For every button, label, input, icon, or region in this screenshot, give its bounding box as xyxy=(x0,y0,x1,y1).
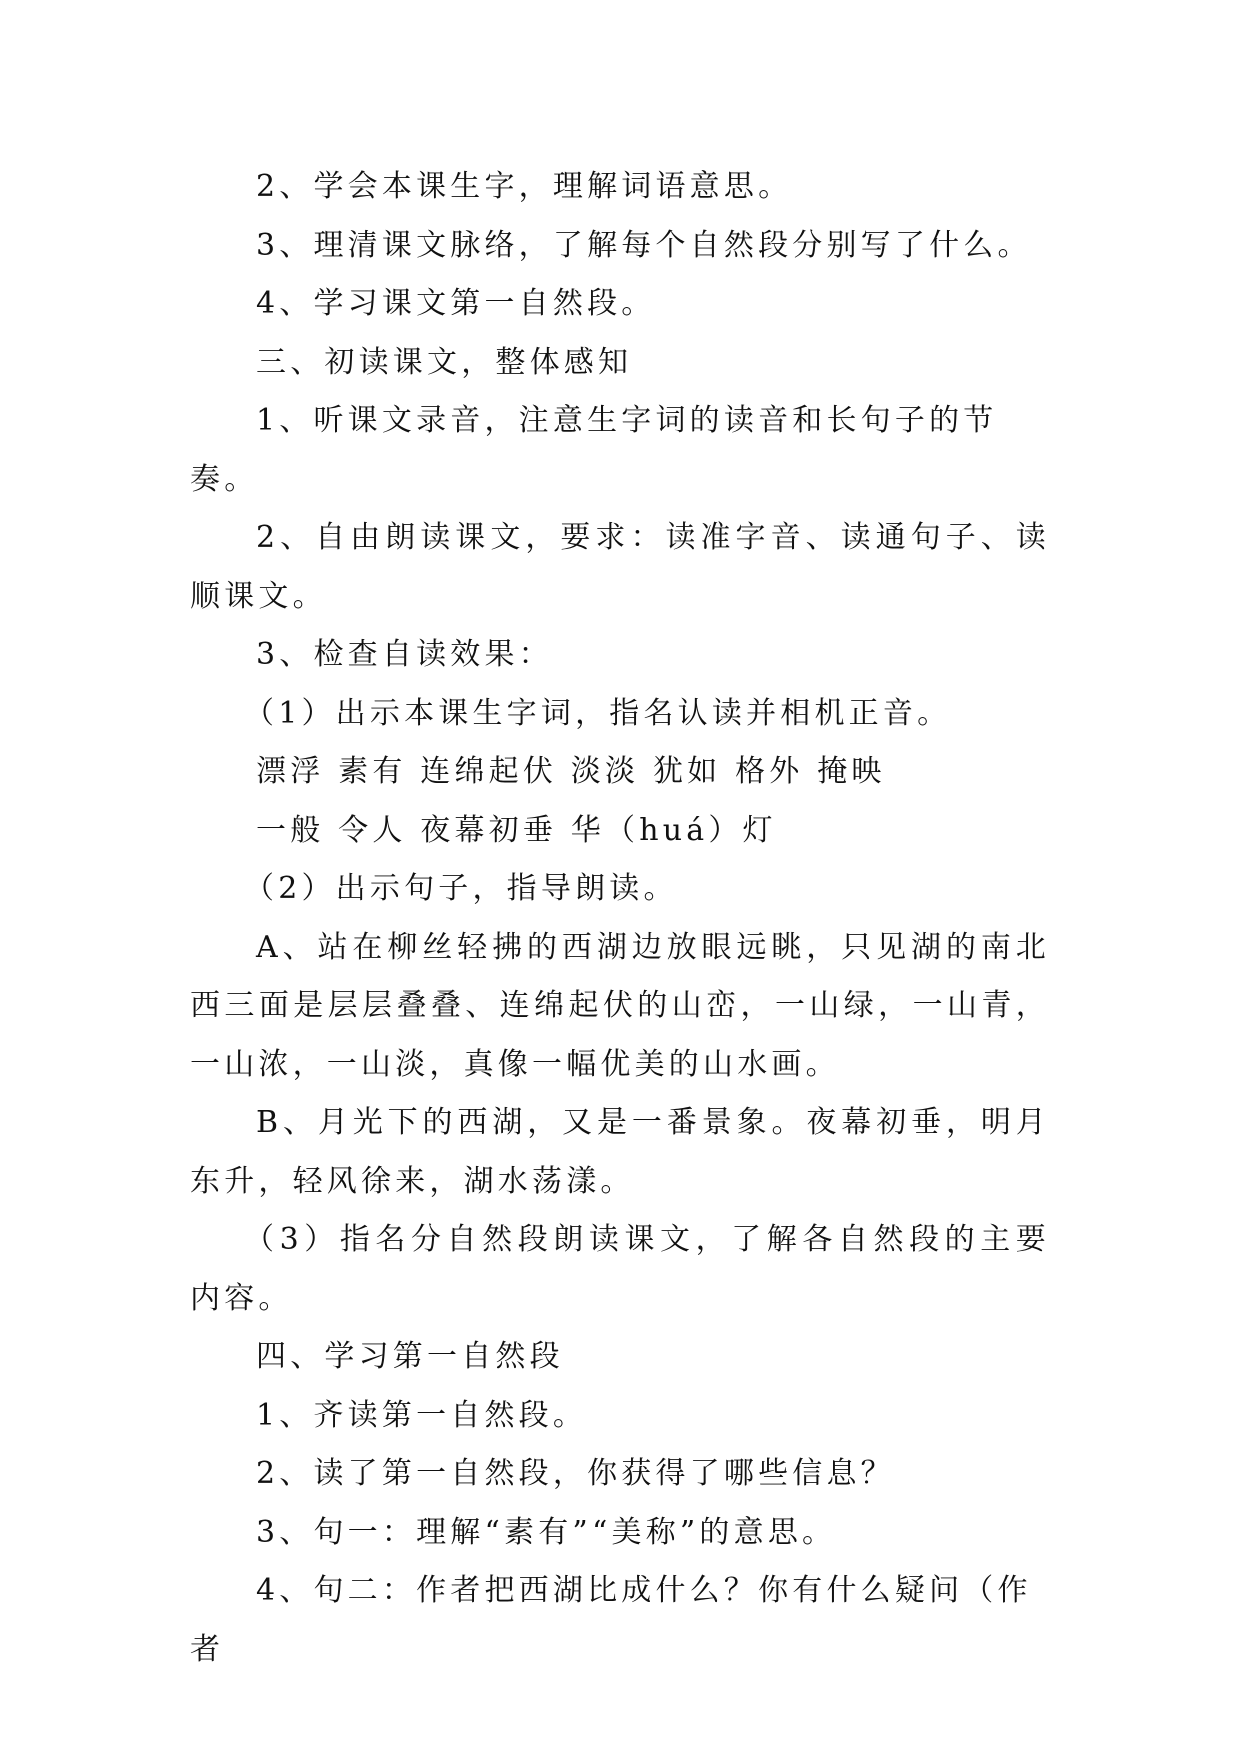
sentence-a: A、站在柳丝轻拂的西湖边放眼远眺，只见湖的南北西三面是层层叠叠、连绵起伏的山峦，一山绿，一山青，一山浓，一山淡，真像一幅优美的山水画。 xyxy=(190,929,1050,1082)
paragraph-information: 2、读了第一自然段，你获得了哪些信息？ xyxy=(256,1456,895,1491)
paragraph-show-words: （1）出示本课生字词，指名认读并相机正音。 xyxy=(244,695,952,731)
paragraph-read-together: 1、齐读第一自然段。 xyxy=(256,1397,588,1433)
sentence-b: B、月光下的西湖，又是一番景象。夜幕初垂，明月东升，轻风徐来，湖水荡漾。 xyxy=(190,1105,1050,1199)
paragraph-listen: 1、听课文录音，注意生字词的读音和长句子的节奏。 xyxy=(190,403,998,497)
paragraph-objective-4: 4、学习课文第一自然段。 xyxy=(256,286,656,321)
paragraph-objective-2: 2、学会本课生字，理解词语意思。 xyxy=(256,169,793,204)
paragraph-objective-3: 3、理清课文脉络，了解每个自然段分别写了什么。 xyxy=(256,227,1032,263)
paragraph-show-sentences: （2）出示句子，指导朗读。 xyxy=(244,871,678,906)
vocabulary-line-1: 漂浮 素有 连绵起伏 淡淡 犹如 格外 掩映 xyxy=(256,754,886,789)
paragraph-check-reading: 3、检查自读效果： xyxy=(256,637,553,672)
paragraph-sentence-two: 4、句二：作者把西湖比成什么？你有什么疑问（作者 xyxy=(190,1573,1032,1667)
vocabulary-line-2: 一般 令人 夜幕初垂 华（huá）灯 xyxy=(256,812,777,848)
section-heading-3: 三、初读课文，整体感知 xyxy=(256,344,633,380)
paragraph-free-reading: 2、自由朗读课文，要求：读准字音、读通句子、读顺课文。 xyxy=(190,520,1050,614)
paragraph-read-by-section: （3）指名分自然段朗读课文，了解各自然段的主要内容。 xyxy=(190,1222,1050,1316)
section-heading-4: 四、学习第一自然段 xyxy=(256,1339,564,1374)
document-body xyxy=(190,158,1050,1679)
paragraph-sentence-one: 3、句一：理解“素有”“美称”的意思。 xyxy=(256,1514,837,1550)
